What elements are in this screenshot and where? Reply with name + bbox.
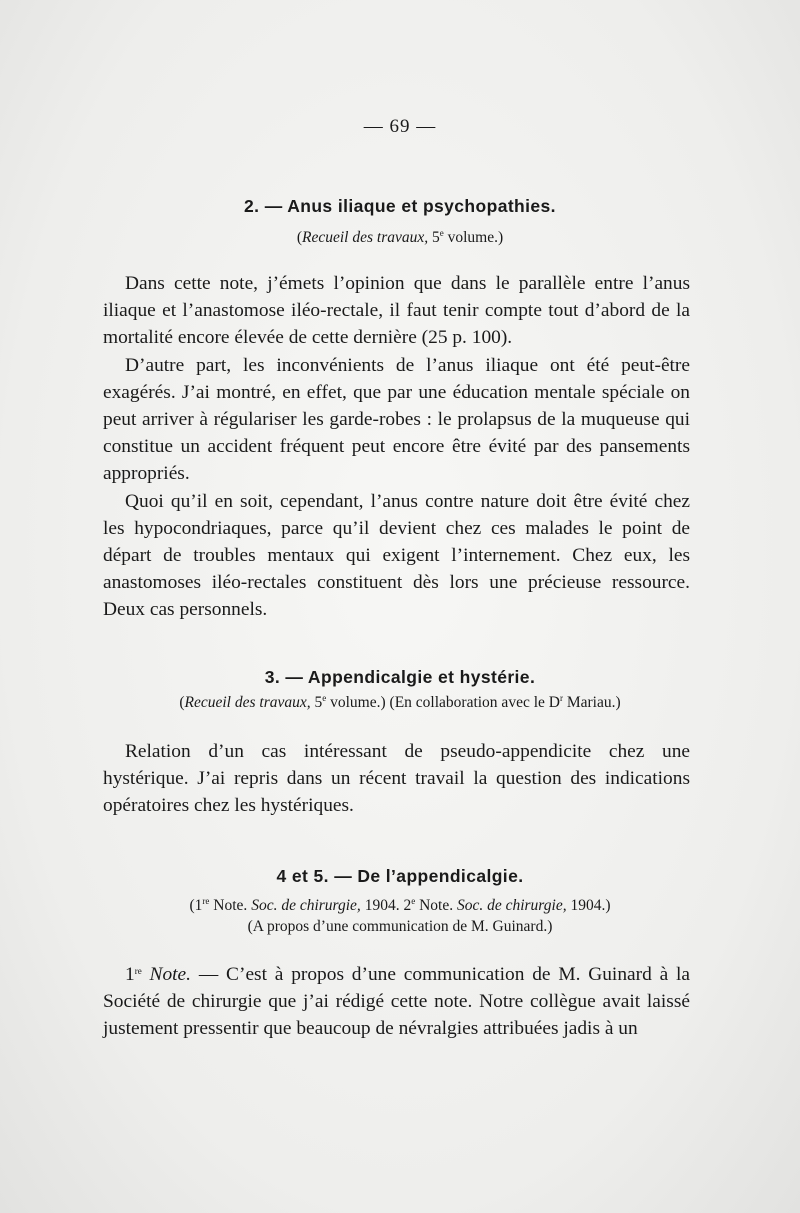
section-source-2: (Recueil des travaux, 5e volume.) (296, 228, 504, 246)
section-body-3 (103, 738, 690, 820)
section-body-4-5 (103, 961, 690, 1043)
page-number: — 69 — (363, 116, 437, 137)
section-source-4-5-line1: (1re Note. Soc. de chirurgie, 1904. 2e Note. Soc. de chirurgie, 1904.) (189, 896, 611, 914)
section-heading-4-5: 4 et 5. — De l’appendicalgie. (276, 866, 524, 886)
paragraph: D’autre part, les inconvénients de l’anus iliaque ont été peut-être exagérés. J’ai montré, en effet, que par une éducation mentale spéciale on peut arriver à régulariser les garde-robes : le prolapsus de la muqueuse qui constitue un accident fréquent peut encore être évité par des pansements appropriés. (103, 354, 690, 485)
section-heading-3: 3. — Appendicalgie et hystérie. (264, 667, 536, 687)
paragraph: 1re Note. — C’est à propos d’une communication de M. Guinard à la Société de chirurgie que j’ai rédigé cette note. Notre collègue avait laissé justement pressentir que beaucoup de névralgies attribuées jadis à un (103, 964, 690, 1040)
section-source-3: (Recueil des travaux, 5e volume.) (En collaboration avec le $D^r$ Mariau.) (179, 693, 621, 711)
section-body-2 (103, 270, 690, 624)
paragraph: Quoi qu’il en soit, cependant, l’anus contre nature doit être évité chez les hypocondriaques, parce qu’il devient chez ces malades le point de départ de troubles mentaux qui exigent l’internement. Chez eux, les anastomoses iléo-rectales constituent dès lors une précieuse ressource. Deux cas personnels. (103, 490, 690, 621)
section-source-4-5-line2: (A propos d’une communication de M. Guinard.) (247, 918, 553, 935)
paragraph: Dans cette note, j’émets l’opinion que dans le parallèle entre l’anus iliaque et l’anastomose iléo-rectale, il faut tenir compte tout d’abord de la mortalité encore élevée de cette dernière (25 p. 100). (103, 273, 690, 349)
paragraph: Relation d’un cas intéressant de pseudo-appendicite chez une hystérique. J’ai repris dans un récent travail la question des indications opératoires chez les hystériques. (103, 741, 690, 817)
section-heading-2: 2. — Anus iliaque et psychopathies. (244, 196, 556, 216)
